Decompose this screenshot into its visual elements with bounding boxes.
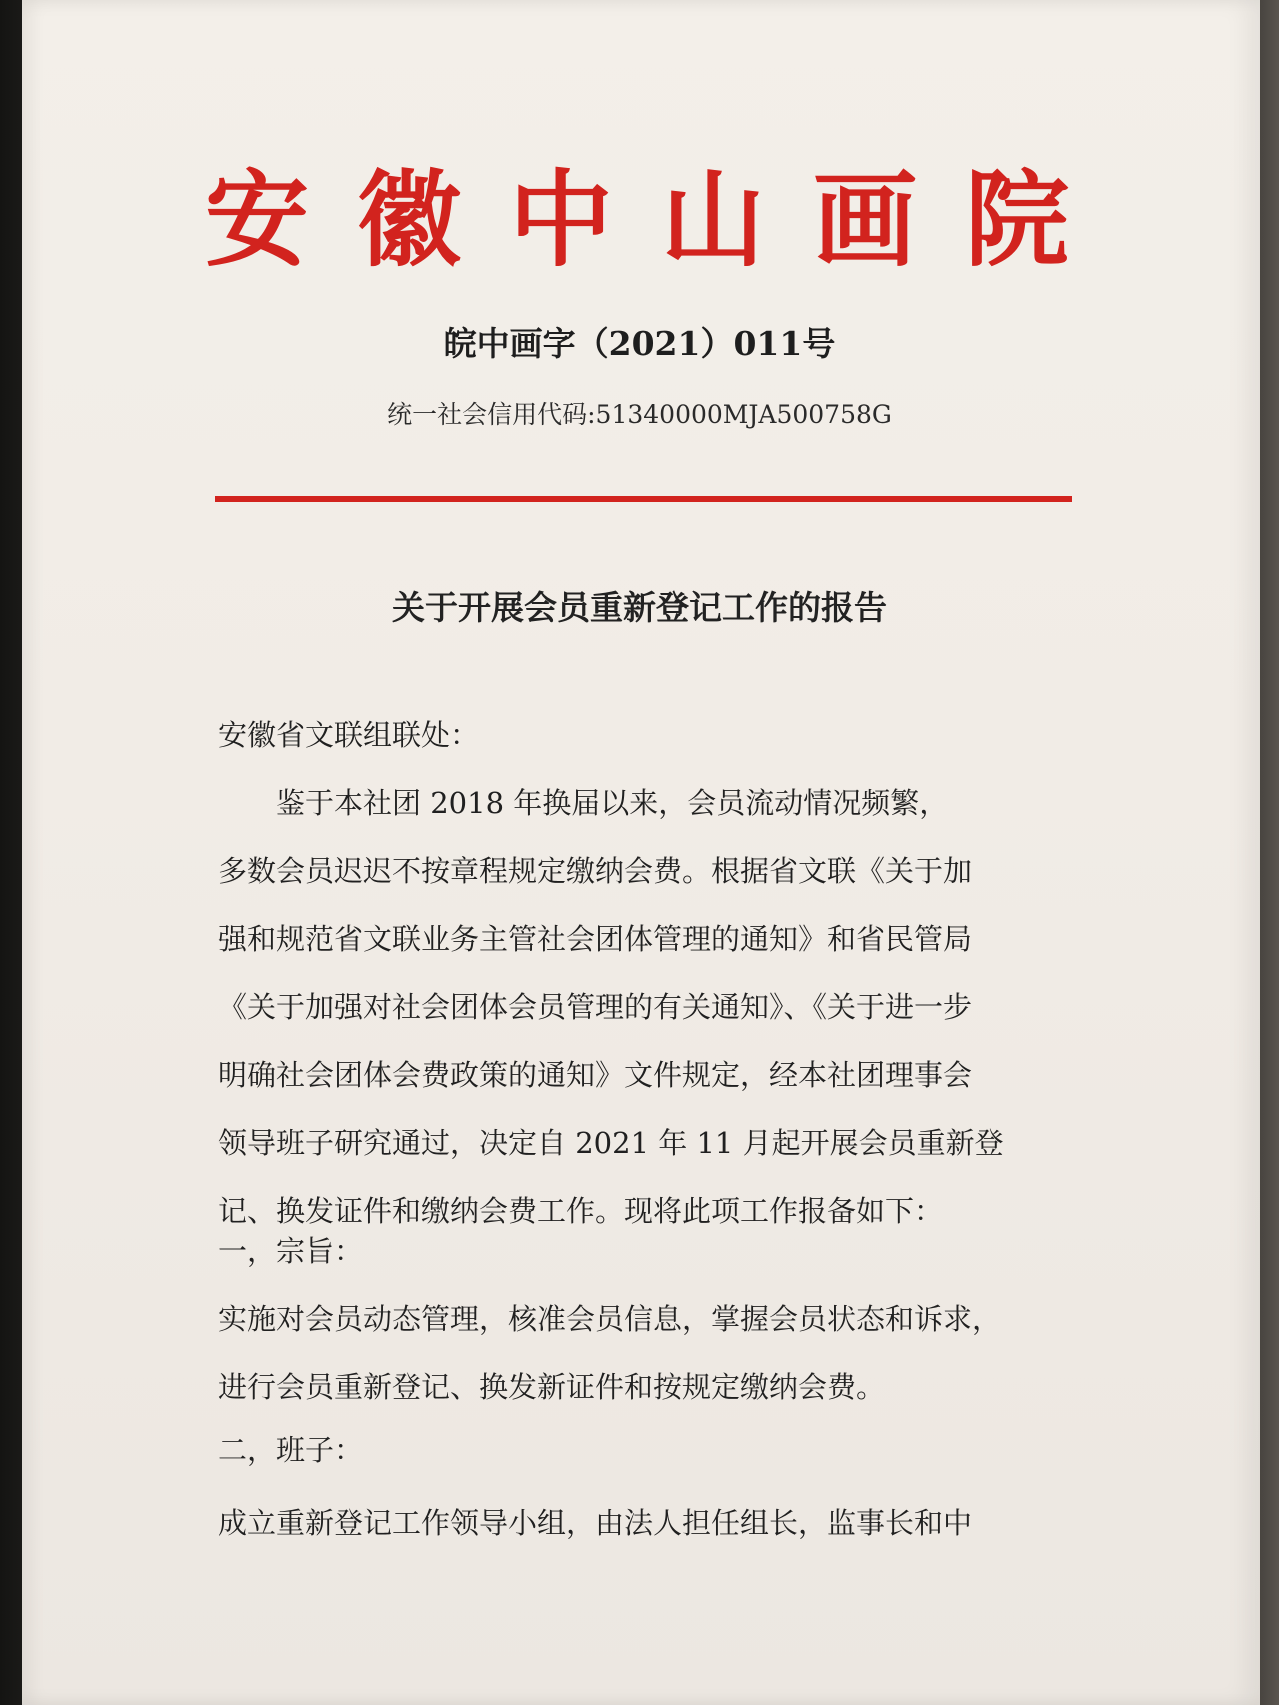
report-title: 关于开展会员重新登记工作的报告	[392, 588, 887, 627]
credit-code: 统一社会信用代码:51340000MJA500758G	[387, 400, 892, 429]
section-heading-purpose: 一，宗旨：	[218, 1234, 364, 1268]
body-line-7: 记、换发证件和缴纳会费工作。现将此项工作报备如下：	[218, 1194, 944, 1228]
body-line-10: 成立重新登记工作领导小组，由法人担任组长，监事长和中	[218, 1506, 973, 1540]
org-name-letterhead: 安徽中山画院	[205, 159, 1118, 281]
document-number: 皖中画字（2021）011号	[443, 324, 836, 363]
body-line-6: 领导班子研究通过，决定自 2021 年 11 月起开展会员重新登	[218, 1126, 1004, 1160]
body-line-4: 《关于加强对社会团体会员管理的有关通知》、《关于进一步	[218, 990, 973, 1024]
section-heading-team: 二，班子：	[218, 1433, 364, 1467]
body-line-9: 进行会员重新登记、换发新证件和按规定缴纳会费。	[218, 1370, 886, 1404]
body-line-5: 明确社会团体会费政策的通知》文件规定，经本社团理事会	[218, 1058, 973, 1092]
red-divider-line	[215, 496, 1072, 502]
body-line-2: 多数会员迟迟不按章程规定缴纳会费。根据省文联《关于加	[218, 854, 973, 888]
body-line-8: 实施对会员动态管理，核准会员信息，掌握会员状态和诉求，	[218, 1302, 1002, 1336]
addressee: 安徽省文联组联处：	[218, 718, 480, 752]
body-line-1: 鉴于本社团 2018 年换届以来，会员流动情况频繁，	[218, 786, 949, 820]
body-line-3: 强和规范省文联业务主管社会团体管理的通知》和省民管局	[218, 922, 973, 956]
